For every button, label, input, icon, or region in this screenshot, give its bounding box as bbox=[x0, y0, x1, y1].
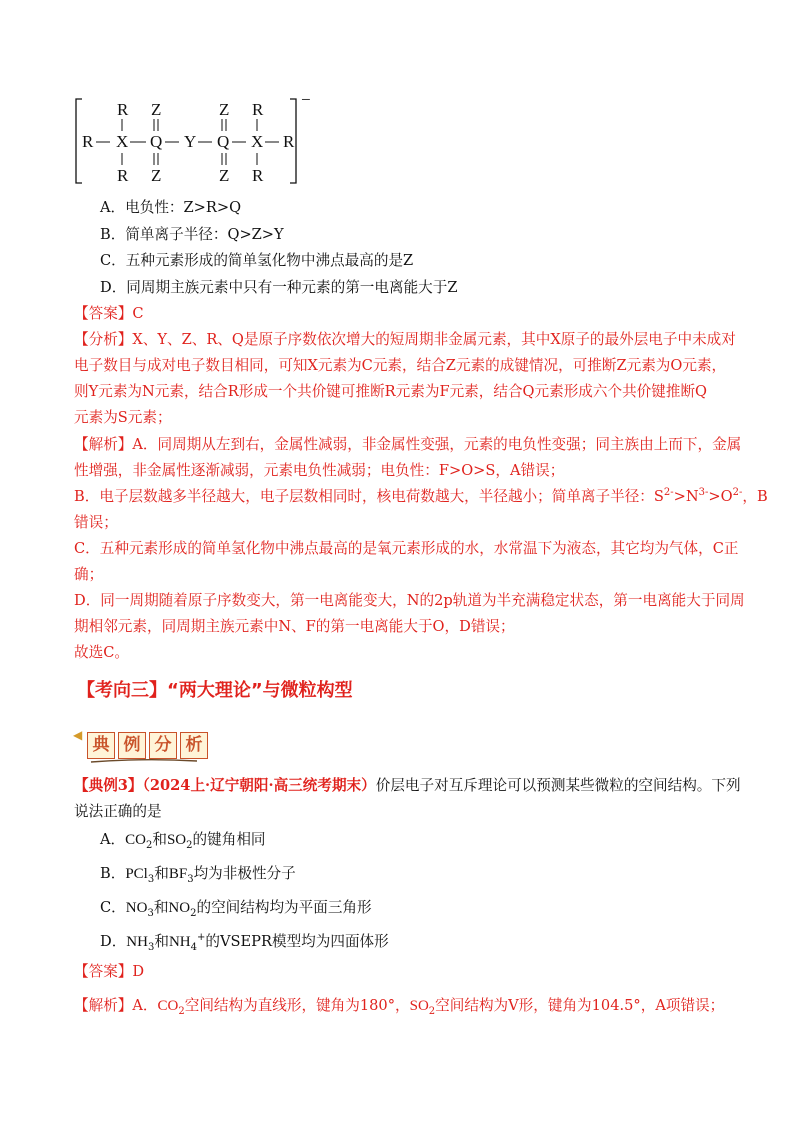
option-a: A．电负性：Z>R>Q bbox=[100, 199, 242, 216]
atom-r-top-1: R bbox=[117, 100, 129, 119]
analysis-line-2: 电子数目与成对电子数目相同，可知X元素为C元素，结合Z元素的成键情况，可推断Z元素为O元素， bbox=[74, 357, 727, 374]
ex-d-and: 和 bbox=[154, 933, 169, 950]
charge-sign: − bbox=[301, 95, 311, 109]
analysis-line-4: 元素为S元素； bbox=[74, 409, 172, 426]
explain-b-text: B．电子层数越多半径越大，电子层数相同时，核电荷数越大，半径越小；简单离子半径：S bbox=[74, 488, 664, 505]
bf3-formula: BF bbox=[168, 866, 188, 882]
so2-formula: SO bbox=[166, 832, 187, 848]
bf3-sub: 3 bbox=[187, 873, 194, 885]
badge-char-3: 分 bbox=[149, 732, 177, 759]
atom-z-top-1: Z bbox=[151, 100, 162, 119]
example-source: （2024上·辽宁朝阳·高三统考期末） bbox=[142, 777, 376, 794]
nh4-formula: NH bbox=[168, 934, 191, 950]
nh4-charge: + bbox=[197, 932, 206, 944]
last-co2-sub: 2 bbox=[178, 1005, 185, 1017]
example-line-2: 说法正确的是 bbox=[74, 803, 162, 820]
explain-b-o: >O bbox=[708, 488, 733, 505]
atom-r-top-2: R bbox=[252, 100, 264, 119]
atom-q-1: Q bbox=[150, 132, 163, 151]
example-label: 【典例3】 bbox=[74, 777, 143, 794]
explain-b-line-2: 错误； bbox=[74, 514, 118, 531]
explain-line-1: 【解析】A．同周期从左到右，金属性减弱，非金属性变强，元素的电负性变强；同主族由上而下，金属 bbox=[74, 436, 742, 453]
badge-char-2: 例 bbox=[118, 732, 146, 759]
pcl3-sub: 3 bbox=[147, 873, 155, 885]
ex-option-d bbox=[100, 932, 389, 952]
explain-b-n: >N bbox=[673, 488, 699, 505]
choose-line: 故选C。 bbox=[74, 644, 129, 661]
atom-q-2: Q bbox=[217, 132, 230, 151]
pcl3-formula: PCl bbox=[125, 866, 148, 882]
answer-2: 【答案】D bbox=[74, 963, 145, 980]
last-co2: CO bbox=[157, 998, 179, 1014]
explain-b-line-1 bbox=[74, 487, 768, 507]
ex-b-prefix: B． bbox=[100, 865, 126, 882]
section-title: 【考向三】“两大理论”与微粒构型 bbox=[77, 680, 353, 701]
no3-sub: 3 bbox=[147, 907, 154, 919]
explain-b-end: ，B bbox=[742, 488, 768, 505]
atom-x-1: X bbox=[116, 132, 129, 151]
analysis-line-3: 则Y元素为N元素，结合R形成一个共价键可推断R元素为F元素，结合Q元素形成六个共价键推断Q bbox=[74, 383, 708, 400]
explain-d-line-1: D．同一周期随着原子序数变大，第一电离能变大，N的2p轨道为半充满稳定状态，第一电离能大于同周 bbox=[74, 592, 745, 609]
ex-d-text: 的VSEPR模型均为四面体形 bbox=[205, 933, 389, 950]
ex-a-and: 和 bbox=[152, 831, 167, 848]
ex-c-prefix: C． bbox=[100, 899, 126, 916]
no3-formula: NO bbox=[125, 900, 148, 916]
molecular-structure-diagram bbox=[72, 95, 332, 187]
speaker-icon: ◀ bbox=[73, 728, 83, 742]
nh3-formula: NH bbox=[126, 934, 148, 950]
ex-b-and: 和 bbox=[154, 865, 169, 882]
badge-char-4: 析 bbox=[180, 732, 208, 759]
last-so2: SO bbox=[409, 998, 429, 1014]
co2-sub: 2 bbox=[145, 839, 153, 851]
structure-svg bbox=[72, 95, 332, 187]
atom-z-bottom-2: Z bbox=[219, 166, 230, 185]
example-line-1 bbox=[74, 776, 741, 796]
explain-c-line-1: C．五种元素形成的简单氢化物中沸点最高的是氧元素形成的水，水常温下为液态，其它均为气体，C正 bbox=[74, 540, 739, 557]
example-text-1: 价层电子对互斥理论可以预测某些微粒的空间结构。下列 bbox=[375, 777, 741, 794]
option-c: C．五种元素形成的简单氢化物中沸点最高的是Z bbox=[100, 252, 414, 269]
ex-a-text: 的键角相同 bbox=[192, 831, 266, 848]
last-text-2: 空间结构为V形，键角为104.5°，A项错误； bbox=[435, 997, 725, 1014]
so2-sub: 2 bbox=[186, 839, 193, 851]
example-analysis-badge bbox=[73, 724, 203, 764]
atom-r-bottom-1: R bbox=[117, 166, 129, 185]
explain-c-line-2: 确； bbox=[74, 566, 104, 583]
ex-option-c bbox=[100, 898, 372, 918]
explain-d-line-2: 期相邻元素，同周期主族元素中N、F的第一电离能大于O，D错误； bbox=[74, 618, 515, 635]
last-so2-sub: 2 bbox=[428, 1005, 436, 1017]
last-explain-line bbox=[74, 996, 724, 1016]
ex-a-prefix: A． bbox=[100, 831, 126, 848]
atom-r-bottom-2: R bbox=[252, 166, 264, 185]
atom-z-top-2: Z bbox=[219, 100, 230, 119]
atom-y: Y bbox=[184, 132, 197, 151]
last-prefix: 【解析】A． bbox=[74, 997, 158, 1014]
atom-r-right: R bbox=[283, 132, 295, 151]
atom-r-left: R bbox=[82, 132, 94, 151]
no2-sub: 2 bbox=[190, 907, 197, 919]
explain-line-2: 性增强，非金属性逐渐减弱，元素电负性减弱；电负性：F>O>S，A错误； bbox=[74, 462, 565, 479]
atom-z-bottom-1: Z bbox=[151, 166, 162, 185]
option-b: B．简单离子半径：Q>Z>Y bbox=[100, 226, 284, 243]
atom-x-2: X bbox=[251, 132, 264, 151]
ex-b-text: 均为非极性分子 bbox=[193, 865, 296, 882]
nh3-sub: 3 bbox=[147, 941, 155, 953]
badge-char-1: 典 bbox=[87, 732, 115, 759]
ex-c-and: 和 bbox=[153, 899, 169, 916]
ex-option-b bbox=[100, 864, 296, 884]
last-text-1: 空间结构为直线形，键角为180°， bbox=[184, 997, 410, 1014]
no2-formula: NO bbox=[168, 900, 191, 916]
answer-1: 【答案】C bbox=[74, 305, 144, 322]
analysis-line-1: 【分析】X、Y、Z、R、Q是原子序数依次增大的短周期非金属元素，其中X原子的最外层电子中未成对 bbox=[74, 331, 736, 348]
ex-d-prefix: D． bbox=[100, 933, 127, 950]
option-d: D．同周期主族元素中只有一种元素的第一电离能大于Z bbox=[100, 279, 458, 296]
o-charge: 2- bbox=[732, 487, 743, 499]
ex-c-text: 的空间结构均为平面三角形 bbox=[196, 899, 372, 916]
nh4-sub: 4 bbox=[190, 941, 197, 953]
ex-option-a bbox=[100, 830, 266, 850]
n-charge: 3- bbox=[698, 487, 709, 499]
s-charge: 2- bbox=[663, 487, 674, 499]
co2-formula: CO bbox=[125, 832, 146, 848]
badge-underline bbox=[89, 758, 199, 764]
